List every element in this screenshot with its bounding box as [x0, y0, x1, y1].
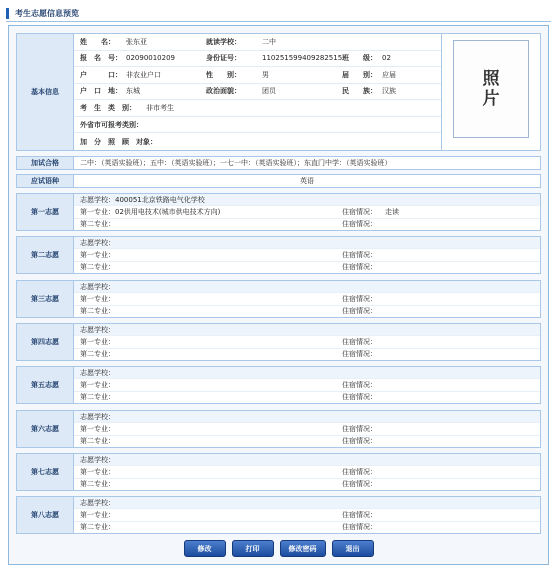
- wish-lodging2-label: 住宿情况：: [342, 307, 377, 316]
- wish-major2-line: [74, 392, 540, 403]
- wish-major1-label: 第一专业：: [80, 207, 115, 216]
- wish-school-label: 志愿学校：: [80, 368, 115, 377]
- wish-label: 第四志愿: [16, 323, 74, 361]
- wish-label: 第三志愿: [16, 280, 74, 318]
- wish-lodging2-label: 住宿情况：: [342, 437, 377, 446]
- photo-area: [442, 34, 540, 150]
- wish-major1-label: 第一专业：: [80, 250, 115, 259]
- wish-major2-label: 第二专业：: [80, 220, 115, 229]
- wish-label: 第五志愿: [16, 366, 74, 404]
- wish-school-line: [74, 194, 540, 206]
- photo-text-1: 照: [482, 69, 500, 89]
- wish-row: [16, 496, 541, 534]
- name-value: 张东亚: [126, 37, 147, 46]
- wish-major1-value: 02供用电技术(城市供电技术方向): [115, 207, 221, 216]
- language-label: 应试语种: [16, 174, 74, 188]
- qualification-label: 加试合格: [16, 156, 74, 170]
- wish-details: [74, 410, 541, 448]
- wish-label: 第六志愿: [16, 410, 74, 448]
- wish-major1-line: [74, 206, 540, 218]
- id-value: 110251599409282515: [262, 54, 343, 63]
- wish-lodging1-label: 住宿情况：: [342, 424, 377, 433]
- basic-info-grid: [74, 33, 541, 151]
- hukou-addr-label: 户 口 地：: [80, 87, 122, 96]
- wish-lodging2-label: 住宿情况：: [342, 393, 377, 402]
- basic-info-fields: [74, 34, 442, 150]
- wish-school-line: [74, 367, 540, 379]
- wish-label: 第二志愿: [16, 236, 74, 274]
- basic-row-3: [74, 67, 441, 84]
- language-value: 英语: [74, 174, 541, 188]
- basic-row-5: [74, 100, 441, 117]
- basic-info-section: [16, 33, 541, 151]
- wish-major2-line: [74, 219, 540, 230]
- exam-no-label: 报 名 号：: [80, 54, 122, 63]
- wish-school-label: 志愿学校：: [80, 238, 115, 247]
- political-label: 政治面貌：: [206, 87, 241, 96]
- wish-school-line: [74, 281, 540, 293]
- wish-lodging2-label: 住宿情况：: [342, 263, 377, 272]
- school-label: 就读学校：: [206, 37, 241, 46]
- change-password-button[interactable]: 修改密码: [280, 540, 326, 557]
- wish-details: [74, 236, 541, 274]
- political-value: 团员: [262, 87, 276, 96]
- category-label: 考 生 类 别：: [80, 104, 136, 113]
- wish-lodging1-label: 住宿情况：: [342, 294, 377, 303]
- wish-major2-label: 第二专业：: [80, 307, 115, 316]
- wish-major2-label: 第二专业：: [80, 350, 115, 359]
- wish-major2-label: 第二专业：: [80, 393, 115, 402]
- graduation-value: 应届: [382, 70, 396, 79]
- wish-label: 第七志愿: [16, 453, 74, 491]
- wish-lodging1-label: 住宿情况：: [342, 207, 377, 216]
- wish-major1-line: [74, 423, 540, 435]
- wish-major2-line: [74, 436, 540, 447]
- basic-row-1: [74, 34, 441, 51]
- wish-school-value: 400051北京铁路电气化学校: [115, 195, 205, 204]
- wish-details: [74, 280, 541, 318]
- gender-value: 男: [262, 70, 269, 79]
- wish-lodging1-label: 住宿情况：: [342, 380, 377, 389]
- wish-school-line: [74, 237, 540, 249]
- wish-lodging1-label: 住宿情况：: [342, 467, 377, 476]
- language-row: [16, 174, 541, 188]
- wish-row: [16, 323, 541, 361]
- other-city-label: 外省市可报考类别：: [80, 120, 143, 129]
- hukou-addr-value: 东城: [126, 87, 140, 96]
- wish-lodging2-label: 住宿情况：: [342, 220, 377, 229]
- wish-lodging2-label: 住宿情况：: [342, 523, 377, 532]
- wish-major2-label: 第二专业：: [80, 437, 115, 446]
- hukou-value: 非农业户口: [126, 70, 161, 79]
- wish-school-label: 志愿学校：: [80, 282, 115, 291]
- wish-row: [16, 193, 541, 231]
- wish-row: [16, 453, 541, 491]
- basic-row-2: [74, 51, 441, 68]
- wish-major2-line: [74, 306, 540, 317]
- exit-button[interactable]: 退出: [332, 540, 374, 557]
- wish-details: [74, 193, 541, 231]
- wish-label: 第一志愿: [16, 193, 74, 231]
- wish-major1-line: [74, 379, 540, 391]
- wish-major2-label: 第二专业：: [80, 523, 115, 532]
- basic-row-7: [74, 133, 441, 150]
- wish-major1-label: 第一专业：: [80, 337, 115, 346]
- wish-row: [16, 280, 541, 318]
- wish-school-line: [74, 324, 540, 336]
- qualification-row: [16, 156, 541, 170]
- category-value: 非市考生: [146, 104, 174, 113]
- basic-row-6: [74, 117, 441, 134]
- name-label: 姓 名：: [80, 37, 115, 46]
- wish-major1-line: [74, 336, 540, 348]
- wish-lodging1-label: 住宿情况：: [342, 337, 377, 346]
- gender-label: 性 别：: [206, 70, 241, 79]
- wish-details: [74, 366, 541, 404]
- school-value: 二中: [262, 37, 276, 46]
- wish-school-label: 志愿学校：: [80, 498, 115, 507]
- nation-value: 汉族: [382, 87, 396, 96]
- photo-text-2: 片: [482, 89, 500, 109]
- wish-school-label: 志愿学校：: [80, 195, 115, 204]
- wish-school-label: 志愿学校：: [80, 455, 115, 464]
- wish-lodging1-value: 走读: [385, 207, 399, 216]
- nation-label: 民 族：: [342, 87, 377, 96]
- header-marker: [6, 8, 9, 19]
- class-value: 02: [382, 54, 391, 63]
- class-label: 班 级：: [342, 54, 377, 63]
- wish-major1-label: 第一专业：: [80, 467, 115, 476]
- wish-row: [16, 236, 541, 274]
- wish-details: [74, 453, 541, 491]
- wish-major1-line: [74, 249, 540, 261]
- wish-major2-line: [74, 479, 540, 490]
- wish-major2-line: [74, 262, 540, 273]
- wish-details: [74, 496, 541, 534]
- wish-label: 第八志愿: [16, 496, 74, 534]
- wish-major1-line: [74, 509, 540, 521]
- bonus-label: 加 分 照 顾 对象：: [80, 137, 157, 146]
- hukou-label: 户 口：: [80, 70, 122, 79]
- wish-row: [16, 366, 541, 404]
- wish-major1-line: [74, 293, 540, 305]
- basic-info-label: 基本信息: [16, 33, 74, 151]
- wish-major1-label: 第一专业：: [80, 424, 115, 433]
- exam-no-value: 02090010209: [126, 54, 175, 63]
- print-button[interactable]: 打印: [232, 540, 274, 557]
- wish-row: [16, 410, 541, 448]
- page-header: [6, 6, 551, 22]
- wish-lodging2-label: 住宿情况：: [342, 480, 377, 489]
- action-bar: [0, 540, 557, 558]
- page-title: 考生志愿信息预览: [15, 9, 79, 18]
- wish-school-label: 志愿学校：: [80, 325, 115, 334]
- graduation-label: 届 别：: [342, 70, 377, 79]
- wish-major1-label: 第一专业：: [80, 510, 115, 519]
- basic-row-4: [74, 84, 441, 101]
- wish-details: [74, 323, 541, 361]
- wish-school-line: [74, 497, 540, 509]
- qualification-value: 二中：（英语实验班）；五中：（英语实验班）；一七一中：（英语实验班）；东直门中学：（英语实验班）: [74, 156, 541, 170]
- wish-major1-label: 第一专业：: [80, 380, 115, 389]
- wish-major2-line: [74, 349, 540, 360]
- wish-major1-label: 第一专业：: [80, 294, 115, 303]
- wish-school-line: [74, 454, 540, 466]
- wish-lodging1-label: 住宿情况：: [342, 250, 377, 259]
- wish-major2-label: 第二专业：: [80, 480, 115, 489]
- wish-school-label: 志愿学校：: [80, 412, 115, 421]
- photo-placeholder: [453, 40, 529, 138]
- edit-button[interactable]: 修改: [184, 540, 226, 557]
- wish-lodging1-label: 住宿情况：: [342, 510, 377, 519]
- wish-major2-label: 第二专业：: [80, 263, 115, 272]
- wish-major1-line: [74, 466, 540, 478]
- wish-lodging2-label: 住宿情况：: [342, 350, 377, 359]
- id-label: 身份证号：: [206, 54, 241, 63]
- wish-school-line: [74, 411, 540, 423]
- wish-major2-line: [74, 522, 540, 533]
